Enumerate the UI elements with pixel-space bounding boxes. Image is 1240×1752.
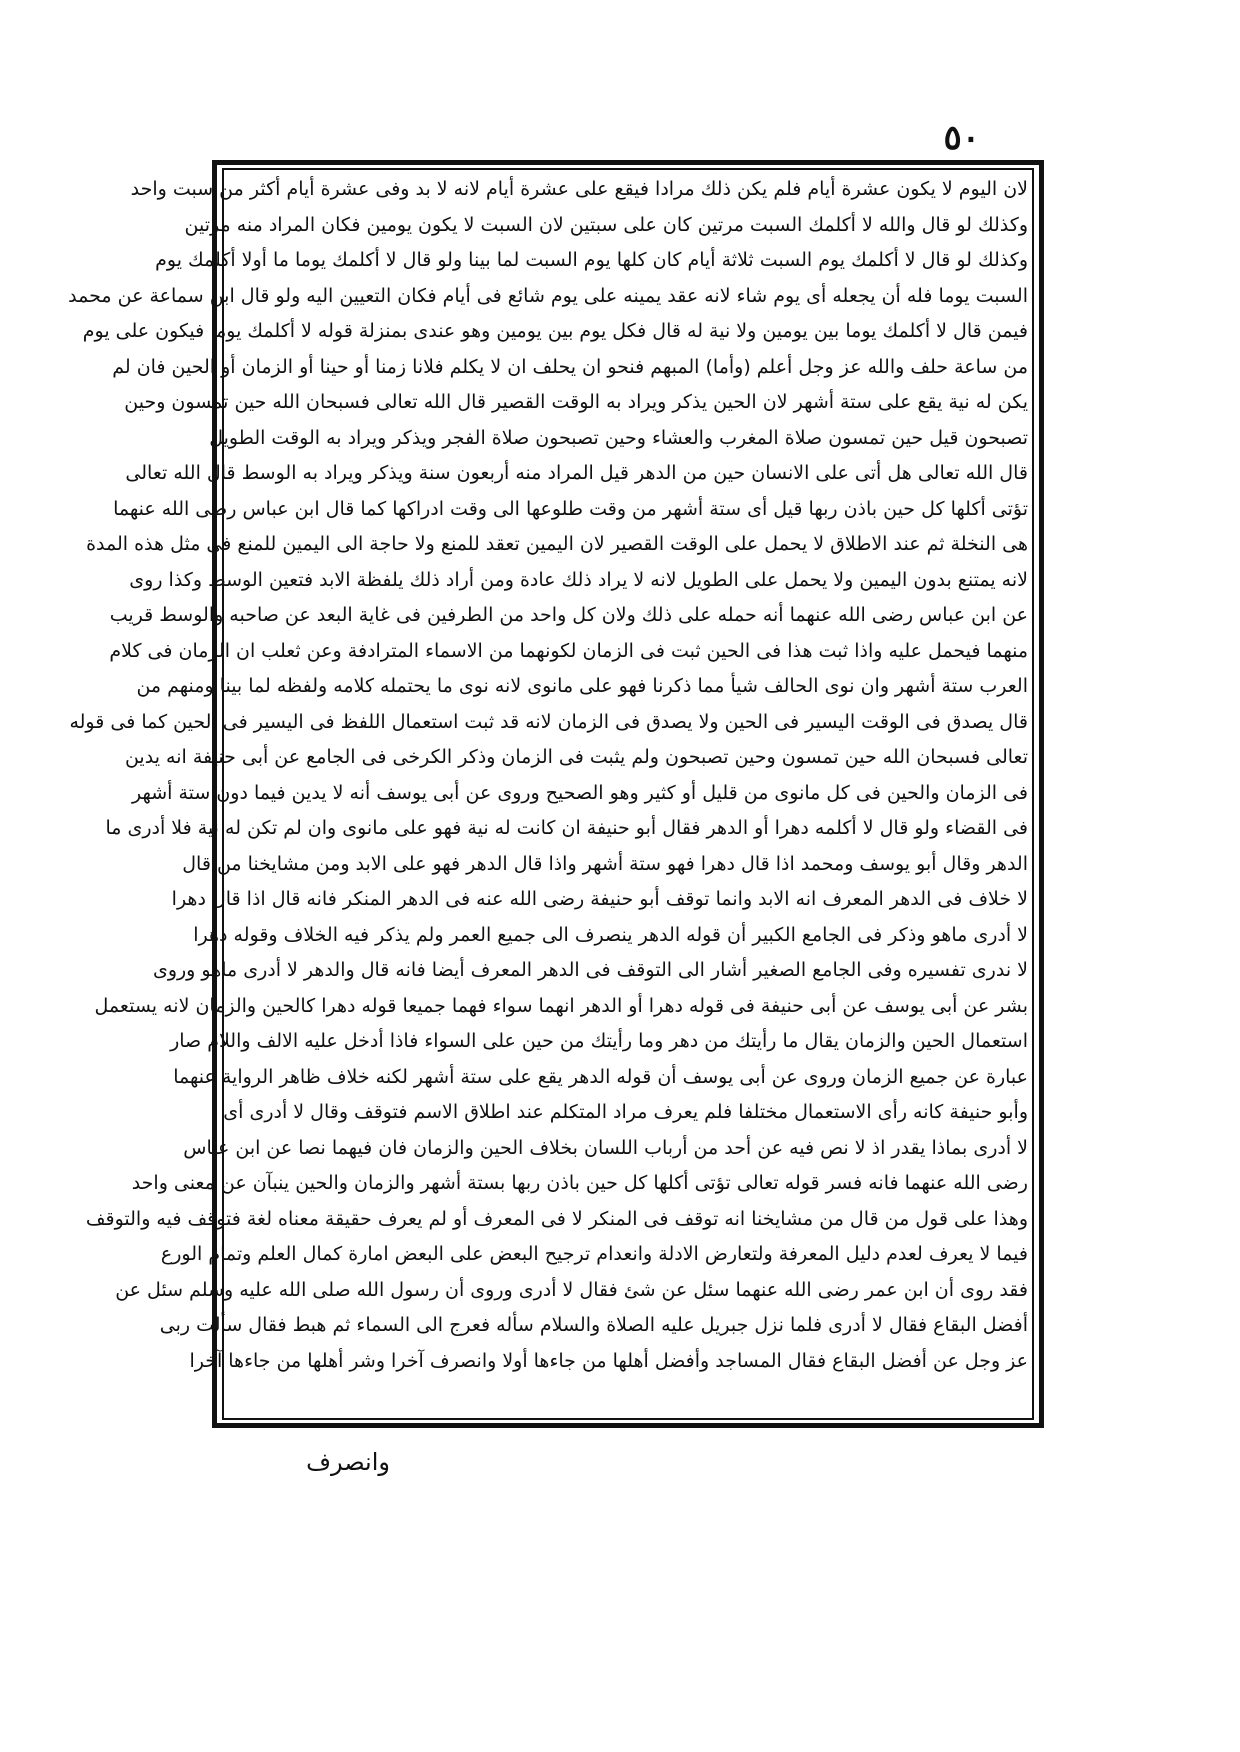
text-line: من ساعة حلف والله عز وجل أعلم (وأما) المبهم فنحو ان يحلف ان لا يكلم فلانا زمنا أو حينا أو الزمان أو الحين فان لم [112, 355, 1028, 378]
text-line: تؤتى أكلها كل حين باذن ربها قيل أى ستة أشهر من وقت طلوعها الى وقت ادراكها كما قال ابن عباس رضى الله عنهما [113, 497, 1028, 520]
text-line: لا أدرى ماهو وذكر فى الجامع الكبير أن قوله الدهر ينصرف الى جميع العمر ولم يذكر فيه الخلاف وقوله دهرا [193, 923, 1028, 946]
text-line: تعالى فسبحان الله حين تمسون وحين تصبحون ولم يثبت فى الزمان وذكر الكرخى فى الجامع عن أبى حنيفة انه يدين [124, 746, 1028, 768]
text-line: وكذلك لو قال لا أكلمك يوم السبت ثلاثة أيام كان كلها يوم السبت لما بينا ولو قال لا أكلمك يوما ما أولا أكلمك يوم [155, 249, 1028, 271]
text-line: لان اليوم لا يكون عشرة أيام فلم يكن ذلك مرادا فيقع على عشرة أيام لانه لا بد وفى عشرة أيام أكثر من سبت واحد [130, 178, 1028, 200]
text-line: لا خلاف فى الدهر المعرف انه الابد وانما توقف أبو حنيفة رضى الله عنه فى الدهر المنكر فانه قال اذا قال دهرا [171, 888, 1028, 910]
text-line: فيما لا يعرف لعدم دليل المعرفة ولتعارض الادلة وانعدام ترجيح البعض على البعض امارة كمال العلم وتمام الورع [160, 1243, 1028, 1265]
text-line: عز وجل عن أفضل البقاع فقال المساجد وأفضل أهلها من جاءها أولا وانصرف آخرا وشر أهلها من جاءها آخرا [189, 1349, 1028, 1372]
catchword: وانصرف [306, 1448, 390, 1476]
text-line: وكذلك لو قال والله لا أكلمك السبت مرتين كان على سبتين لان السبت لا يكون يومين فكان المراد منه مرتين [184, 213, 1028, 236]
text-line: عبارة عن جميع الزمان وروى عن أبى يوسف أن قوله الدهر يقع على ستة أشهر لكنه خلاف ظاهر الرواية عنهما [173, 1065, 1028, 1088]
text-line: فى الزمان والحين فى كل مانوى من قليل أو كثير وهو الصحيح وروى عن أبى يوسف أنه لا يدين فيما دون ستة أشهر [131, 781, 1028, 804]
text-line: هى النخلة ثم عند الاطلاق لا يحمل على الوقت القصير لان اليمين تعقد للمنع ولا حاجة الى اليمين للمنع فى مثل هذه المدة [86, 533, 1028, 555]
text-line: رضى الله عنهما فانه فسر قوله تعالى تؤتى أكلها كل حين باذن ربها بستة أشهر والزمان والحين ينبآن عن معنى واحد [131, 1172, 1028, 1194]
text-line: يكن له نية يقع على ستة أشهر لان الحين يذكر ويراد به الوقت القصير قال الله تعالى فسبحان الله حين تمسون وحين [124, 391, 1028, 413]
text-line: منهما فيحمل عليه واذا ثبت هذا فى الحين ثبت فى الزمان لكونهما من الاسماء المترادفة وعن ثعلب ان الزمان فى كلام [109, 639, 1028, 662]
text-line: لانه يمتنع بدون اليمين ولا يحمل على الطويل لانه لا يراد ذلك عادة ومن أراد ذلك يلفظة الابد فتعين الوسط وكذا روى [129, 568, 1028, 591]
text-line: فى القضاء ولو قال لا أكلمه دهرا أو الدهر فقال أبو حنيفة ان كانت له نية فهو على مانوى وان لم تكن له نية فلا أدرى ما [105, 817, 1028, 839]
text-line: وهذا على قول من قال من مشايخنا انه توقف فى المنكر لا فى المعرف أو لم يعرف حقيقة معناه لغة فتوقف فيه والتوقف [85, 1207, 1028, 1230]
text-line: لا أدرى بماذا يقدر اذ لا نص فيه عن أحد من أرباب اللسان بخلاف الحين والزمان فان فيهما نصا عن ابن عباس [183, 1136, 1028, 1159]
text-line: عن ابن عباس رضى الله عنهما أنه حمله على ذلك ولان كل واحد من الطرفين فى غاية البعد عن صاحبه والوسط قريب [109, 604, 1028, 626]
text-line: قال يصدق فى الوقت اليسير فى الحين ولا يصدق فى الزمان لانه قد ثبت استعمال اللفظ فى اليسير فى الحين كما فى قوله [69, 710, 1028, 733]
text-line: فقد روى أن ابن عمر رضى الله عنهما سئل عن شئ فقال لا أدرى وروى أن رسول الله صلى الله عليه وسلم سئل عن [115, 1278, 1028, 1301]
text-line: العرب ستة أشهر وان نوى الحالف شيأ مما ذكرنا فهو على مانوى لانه نوى ما يحتمله كلامه ولفظه لما بينا ومنهم من [136, 675, 1028, 697]
text-line: الدهر وقال أبو يوسف ومحمد اذا قال دهرا فهو ستة أشهر واذا قال الدهر فهو على الابد ومن مشايخنا من قال [182, 852, 1028, 875]
text-line: فيمن قال لا أكلمك يوما بين يومين ولا نية له قال فكل يوم بين يومين وهو عندى بمنزلة قوله لا أكلمك يوما فيكون على يوم [82, 320, 1028, 342]
text-line: أفضل البقاع فقال لا أدرى فلما نزل جبريل عليه الصلاة والسلام سأله فعرج الى السماء ثم هبط فقال سألت ربى [159, 1314, 1028, 1336]
text-line: قال الله تعالى هل أتى على الانسان حين من الدهر قيل المراد منه أربعون سنة ويذكر ويراد به الوسط قال الله تعالى [125, 462, 1028, 484]
text-line: استعمال الحين والزمان يقال ما رأيتك من دهر وما رأيتك من حين على السواء فاذا أدخل عليه الالف واللام صار [170, 1030, 1028, 1052]
text-line: وأبو حنيفة كانه رأى الاستعمال مختلفا فلم يعرف مراد المتكلم عند اطلاق الاسم فتوقف وقال لا أدرى أى [223, 1101, 1028, 1123]
text-line: السبت يوما فله أن يجعله أى يوم شاء لانه عقد يمينه على يوم شائع فى أيام فكان التعيين اليه ولو قال ابن سماعة عن محمد [68, 284, 1028, 307]
text-line: بشر عن أبى يوسف عن أبى حنيفة فى قوله دهرا أو الدهر انهما سواء فهما جميعا قوله دهرا كالحين والزمان لانه يستعمل [94, 994, 1028, 1017]
page-number: ٥٠ [943, 118, 980, 158]
text-line: لا ندرى تفسيره وفى الجامع الصغير أشار الى التوقف فى الدهر المعرف أيضا فانه قال والدهر لا أدرى ماهو وروى [152, 959, 1028, 981]
text-line: تصبحون قيل حين تمسون صلاة المغرب والعشاء وحين تصبحون صلاة الفجر ويذكر ويراد به الوقت الطويل [209, 426, 1028, 449]
text-block [68, 172, 1028, 1416]
